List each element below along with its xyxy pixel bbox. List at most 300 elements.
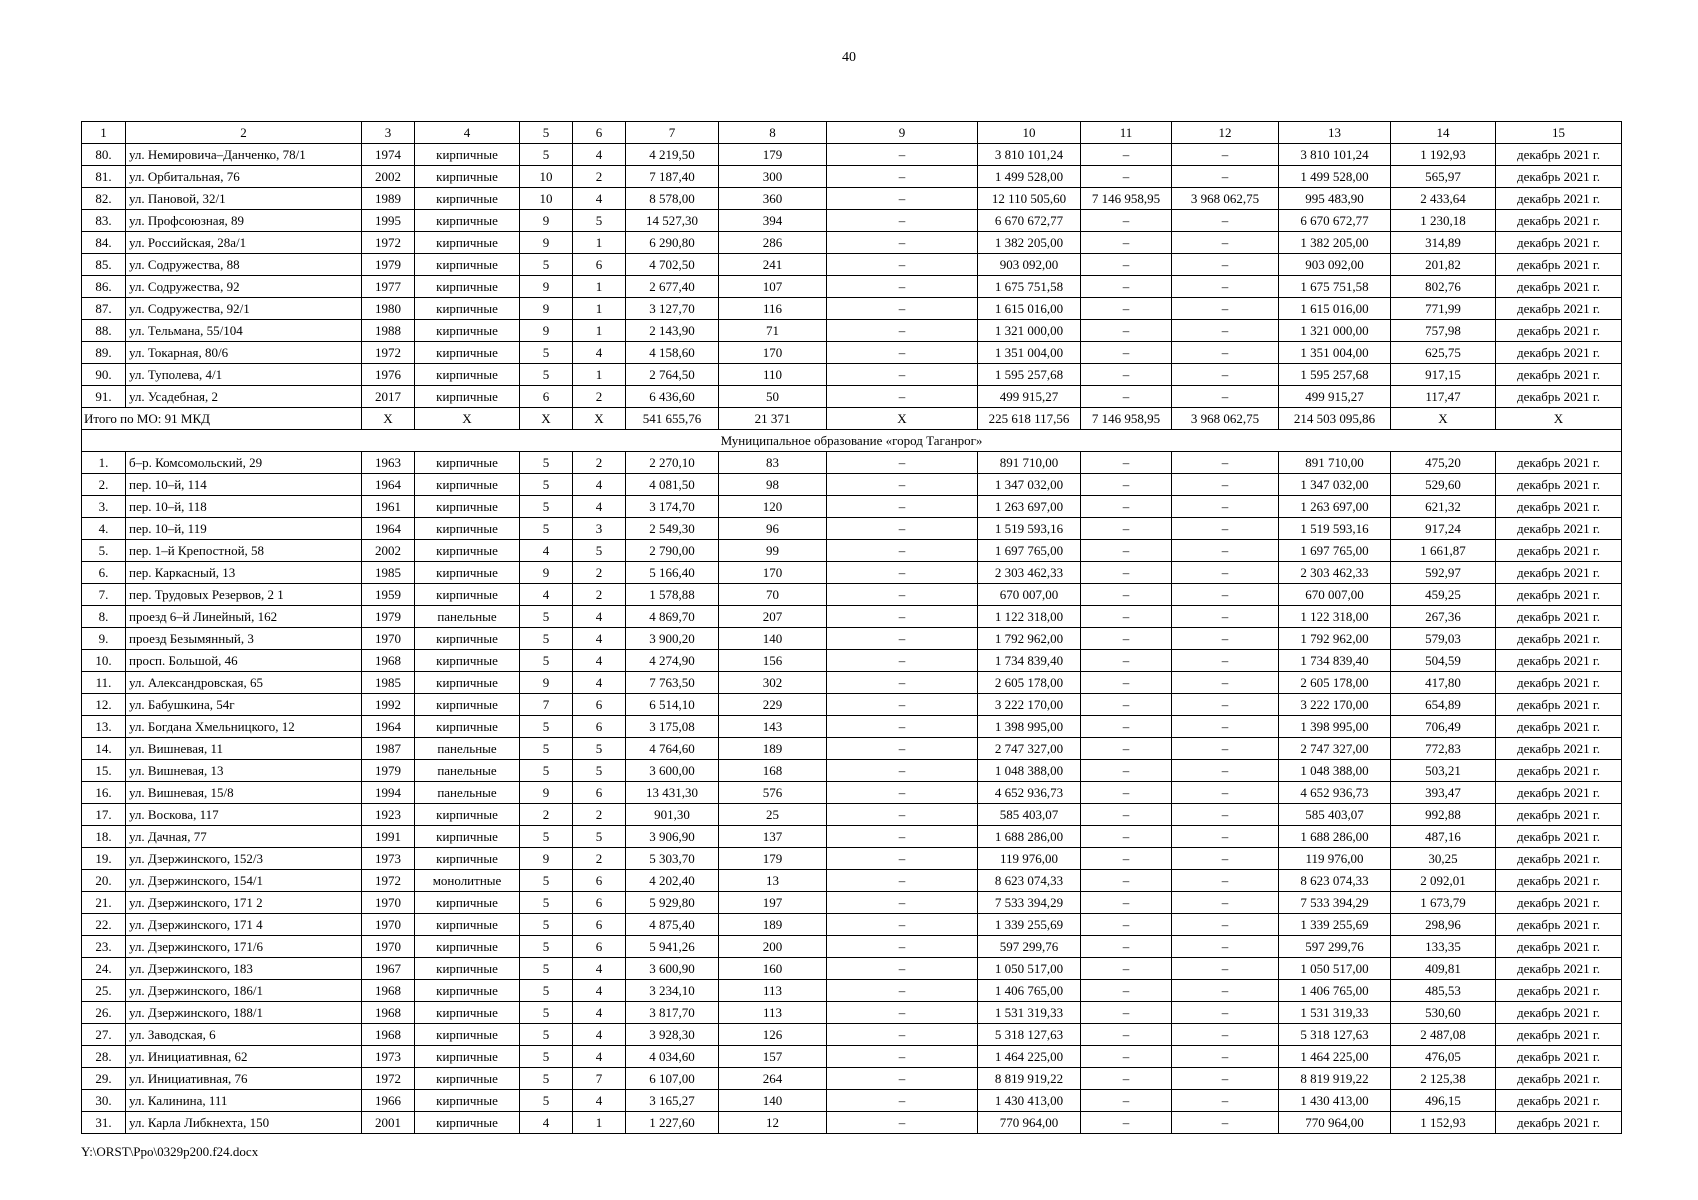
table-cell: декабрь 2021 г.	[1496, 870, 1622, 892]
table-cell: кирпичные	[415, 342, 520, 364]
table-cell: кирпичные	[415, 914, 520, 936]
table-cell: 1995	[362, 210, 415, 232]
table-cell: –	[827, 892, 978, 914]
table-cell: 5	[520, 892, 573, 914]
table-cell: 592,97	[1391, 562, 1496, 584]
table-cell: ул. Бабушкина, 54г	[126, 694, 362, 716]
table-cell: 3 817,70	[626, 1002, 719, 1024]
table-cell: 5 318 127,63	[1279, 1024, 1391, 1046]
table-cell: 4	[573, 1046, 626, 1068]
table-cell: 5 929,80	[626, 892, 719, 914]
table-cell: ул. Профсоюзная, 89	[126, 210, 362, 232]
table-cell: 4	[573, 474, 626, 496]
table-row	[82, 276, 1622, 298]
table-cell: 10	[520, 188, 573, 210]
table-row	[82, 1046, 1622, 1068]
column-header: 15	[1496, 122, 1622, 144]
table-row	[82, 540, 1622, 562]
total-cell: 3 968 062,75	[1172, 408, 1279, 430]
table-cell: 5	[520, 1046, 573, 1068]
table-cell: 157	[719, 1046, 827, 1068]
table-cell: –	[1172, 650, 1279, 672]
table-cell: 565,97	[1391, 166, 1496, 188]
table-cell: 23.	[82, 936, 126, 958]
table-cell: 802,76	[1391, 276, 1496, 298]
table-cell: 3	[573, 518, 626, 540]
table-cell: 2 747 327,00	[978, 738, 1081, 760]
table-cell: 3 174,70	[626, 496, 719, 518]
table-cell: 576	[719, 782, 827, 804]
table-cell: 4 652 936,73	[978, 782, 1081, 804]
table-cell: ул. Дзержинского, 154/1	[126, 870, 362, 892]
table-cell: 1970	[362, 936, 415, 958]
table-cell: 98	[719, 474, 827, 496]
housing-table-container	[81, 121, 1621, 1134]
table-cell: 298,96	[1391, 914, 1496, 936]
table-row	[82, 848, 1622, 870]
table-cell: 3 900,20	[626, 628, 719, 650]
table-cell: 5	[520, 364, 573, 386]
table-cell: –	[1081, 650, 1172, 672]
table-cell: –	[1172, 892, 1279, 914]
table-cell: пер. 10–й, 119	[126, 518, 362, 540]
table-cell: 116	[719, 298, 827, 320]
table-cell: 393,47	[1391, 782, 1496, 804]
table-cell: –	[827, 672, 978, 694]
table-cell: 2	[573, 848, 626, 870]
table-cell: 1985	[362, 562, 415, 584]
table-cell: 4	[573, 496, 626, 518]
table-cell: –	[827, 716, 978, 738]
table-cell: –	[1172, 1090, 1279, 1112]
table-cell: 6	[573, 936, 626, 958]
table-cell: 117,47	[1391, 386, 1496, 408]
table-cell: декабрь 2021 г.	[1496, 562, 1622, 584]
table-cell: –	[827, 1112, 978, 1134]
table-cell: 2 605 178,00	[1279, 672, 1391, 694]
table-cell: 2 747 327,00	[1279, 738, 1391, 760]
page-number: 40	[842, 50, 856, 65]
table-cell: 1 227,60	[626, 1112, 719, 1134]
table-cell: –	[1081, 276, 1172, 298]
table-cell: –	[1081, 804, 1172, 826]
column-header: 6	[573, 122, 626, 144]
column-header: 2	[126, 122, 362, 144]
table-cell: 5	[520, 980, 573, 1002]
table-cell: 903 092,00	[978, 254, 1081, 276]
table-cell: 1972	[362, 232, 415, 254]
table-cell: 1966	[362, 1090, 415, 1112]
total-cell: X	[362, 408, 415, 430]
table-cell: 1970	[362, 628, 415, 650]
table-cell: 302	[719, 672, 827, 694]
table-cell: 8 623 074,33	[1279, 870, 1391, 892]
table-cell: 1968	[362, 1024, 415, 1046]
table-cell: 1970	[362, 914, 415, 936]
table-cell: 496,15	[1391, 1090, 1496, 1112]
table-cell: 2 677,40	[626, 276, 719, 298]
table-cell: 475,20	[1391, 452, 1496, 474]
table-cell: 1 531 319,33	[978, 1002, 1081, 1024]
table-cell: пер. 10–й, 114	[126, 474, 362, 496]
table-row	[82, 716, 1622, 738]
table-cell: 12.	[82, 694, 126, 716]
table-cell: 3 906,90	[626, 826, 719, 848]
table-cell: –	[1081, 386, 1172, 408]
table-cell: 771,99	[1391, 298, 1496, 320]
table-cell: 86.	[82, 276, 126, 298]
table-cell: 31.	[82, 1112, 126, 1134]
table-cell: 891 710,00	[1279, 452, 1391, 474]
table-cell: –	[827, 452, 978, 474]
table-row	[82, 386, 1622, 408]
table-cell: 5	[520, 958, 573, 980]
table-row	[82, 584, 1622, 606]
table-cell: декабрь 2021 г.	[1496, 1024, 1622, 1046]
table-cell: пер. 1–й Крепостной, 58	[126, 540, 362, 562]
table-cell: декабрь 2021 г.	[1496, 782, 1622, 804]
table-cell: 6 670 672,77	[1279, 210, 1391, 232]
total-cell: X	[1496, 408, 1622, 430]
table-cell: 4 158,60	[626, 342, 719, 364]
table-cell: –	[827, 496, 978, 518]
table-cell: –	[1081, 1002, 1172, 1024]
table-cell: –	[1172, 210, 1279, 232]
table-cell: 5	[520, 518, 573, 540]
table-cell: 625,75	[1391, 342, 1496, 364]
table-cell: –	[827, 650, 978, 672]
table-cell: 1 499 528,00	[1279, 166, 1391, 188]
table-cell: 96	[719, 518, 827, 540]
table-cell: декабрь 2021 г.	[1496, 1002, 1622, 1024]
table-cell: –	[1081, 892, 1172, 914]
table-cell: 50	[719, 386, 827, 408]
table-cell: 8 623 074,33	[978, 870, 1081, 892]
table-cell: 1 048 388,00	[978, 760, 1081, 782]
table-cell: 1991	[362, 826, 415, 848]
table-cell: 1 688 286,00	[978, 826, 1081, 848]
table-cell: –	[1081, 694, 1172, 716]
table-cell: декабрь 2021 г.	[1496, 760, 1622, 782]
table-row	[82, 826, 1622, 848]
total-cell: X	[520, 408, 573, 430]
table-cell: –	[827, 980, 978, 1002]
table-cell: –	[1081, 320, 1172, 342]
table-cell: –	[1172, 496, 1279, 518]
table-row	[82, 144, 1622, 166]
table-cell: –	[1081, 672, 1172, 694]
table-cell: 1 230,18	[1391, 210, 1496, 232]
table-cell: кирпичные	[415, 276, 520, 298]
table-cell: 1 382 205,00	[978, 232, 1081, 254]
table-cell: 9	[520, 298, 573, 320]
table-cell: кирпичные	[415, 980, 520, 1002]
table-cell: 917,24	[1391, 518, 1496, 540]
table-cell: –	[827, 1068, 978, 1090]
table-cell: 2002	[362, 540, 415, 562]
table-cell: 1 122 318,00	[1279, 606, 1391, 628]
table-cell: –	[1172, 1112, 1279, 1134]
table-cell: 772,83	[1391, 738, 1496, 760]
table-cell: 1968	[362, 980, 415, 1002]
table-cell: 5	[520, 914, 573, 936]
table-cell: 4	[573, 342, 626, 364]
table-cell: 5 941,26	[626, 936, 719, 958]
table-cell: 1	[573, 1112, 626, 1134]
table-cell: 5	[573, 826, 626, 848]
table-cell: –	[1172, 474, 1279, 496]
table-cell: –	[1172, 342, 1279, 364]
table-cell: 2 790,00	[626, 540, 719, 562]
table-cell: –	[1081, 848, 1172, 870]
table-cell: кирпичные	[415, 694, 520, 716]
table-cell: –	[827, 232, 978, 254]
column-header: 5	[520, 122, 573, 144]
table-cell: 201,82	[1391, 254, 1496, 276]
table-cell: 6	[520, 386, 573, 408]
table-cell: 12	[719, 1112, 827, 1134]
table-cell: 7 146 958,95	[1081, 188, 1172, 210]
table-cell: ул. Содружества, 92/1	[126, 298, 362, 320]
table-cell: кирпичные	[415, 892, 520, 914]
table-cell: 1 263 697,00	[1279, 496, 1391, 518]
table-cell: –	[1172, 782, 1279, 804]
table-cell: декабрь 2021 г.	[1496, 386, 1622, 408]
table-cell: 5	[520, 650, 573, 672]
table-cell: 1 430 413,00	[978, 1090, 1081, 1112]
table-cell: 133,35	[1391, 936, 1496, 958]
table-cell: 5	[520, 606, 573, 628]
table-row	[82, 342, 1622, 364]
table-cell: –	[827, 254, 978, 276]
table-cell: 1961	[362, 496, 415, 518]
table-cell: кирпичные	[415, 364, 520, 386]
table-cell: декабрь 2021 г.	[1496, 1068, 1622, 1090]
table-cell: –	[1172, 276, 1279, 298]
table-cell: 1968	[362, 650, 415, 672]
table-cell: декабрь 2021 г.	[1496, 342, 1622, 364]
table-cell: кирпичные	[415, 254, 520, 276]
table-cell: 9	[520, 276, 573, 298]
table-cell: 9	[520, 320, 573, 342]
table-cell: 585 403,07	[978, 804, 1081, 826]
table-cell: –	[827, 1024, 978, 1046]
table-cell: кирпичные	[415, 716, 520, 738]
table-cell: 24.	[82, 958, 126, 980]
column-header: 8	[719, 122, 827, 144]
table-cell: 1979	[362, 254, 415, 276]
table-cell: 3 222 170,00	[1279, 694, 1391, 716]
table-cell: 597 299,76	[978, 936, 1081, 958]
table-row	[82, 210, 1622, 232]
table-cell: 170	[719, 342, 827, 364]
table-cell: 5	[520, 1068, 573, 1090]
table-cell: 140	[719, 628, 827, 650]
table-cell: кирпичные	[415, 386, 520, 408]
total-cell: 214 503 095,86	[1279, 408, 1391, 430]
column-header: 9	[827, 122, 978, 144]
table-row	[82, 694, 1622, 716]
table-cell: 3 968 062,75	[1172, 188, 1279, 210]
table-cell: –	[1172, 1002, 1279, 1024]
table-cell: декабрь 2021 г.	[1496, 716, 1622, 738]
table-cell: 1 192,93	[1391, 144, 1496, 166]
table-cell: 1 688 286,00	[1279, 826, 1391, 848]
table-row	[82, 320, 1622, 342]
table-cell: кирпичные	[415, 496, 520, 518]
table-cell: –	[1081, 606, 1172, 628]
table-row	[82, 1068, 1622, 1090]
table-cell: 4	[520, 584, 573, 606]
table-cell: 2 303 462,33	[1279, 562, 1391, 584]
table-cell: 1.	[82, 452, 126, 474]
table-cell: 6	[573, 694, 626, 716]
table-row	[82, 232, 1622, 254]
table-cell: декабрь 2021 г.	[1496, 892, 1622, 914]
table-row	[82, 166, 1622, 188]
table-cell: 4	[573, 1090, 626, 1112]
table-cell: –	[827, 628, 978, 650]
table-cell: –	[1081, 452, 1172, 474]
table-cell: декабрь 2021 г.	[1496, 254, 1622, 276]
table-cell: 2	[520, 804, 573, 826]
table-cell: 207	[719, 606, 827, 628]
table-cell: –	[1172, 628, 1279, 650]
table-cell: кирпичные	[415, 540, 520, 562]
table-cell: –	[1081, 980, 1172, 1002]
table-cell: 1959	[362, 584, 415, 606]
table-cell: 4	[573, 672, 626, 694]
table-cell: –	[827, 320, 978, 342]
table-cell: 5	[520, 1090, 573, 1112]
table-cell: ул. Дзержинского, 171/6	[126, 936, 362, 958]
table-cell: 26.	[82, 1002, 126, 1024]
table-cell: –	[827, 342, 978, 364]
table-cell: 6	[573, 254, 626, 276]
table-cell: 706,49	[1391, 716, 1496, 738]
table-cell: –	[1081, 716, 1172, 738]
table-row	[82, 738, 1622, 760]
table-cell: декабрь 2021 г.	[1496, 650, 1622, 672]
table-cell: ул. Пановой, 32/1	[126, 188, 362, 210]
table-row	[82, 958, 1622, 980]
table-cell: 197	[719, 892, 827, 914]
table-cell: 2 303 462,33	[978, 562, 1081, 584]
table-cell: ул. Дзержинского, 171 2	[126, 892, 362, 914]
table-cell: декабрь 2021 г.	[1496, 826, 1622, 848]
table-cell: 530,60	[1391, 1002, 1496, 1024]
table-cell: 168	[719, 760, 827, 782]
table-cell: –	[1172, 958, 1279, 980]
table-cell: 119 976,00	[978, 848, 1081, 870]
column-header: 11	[1081, 122, 1172, 144]
table-cell: 4	[520, 540, 573, 562]
table-cell: –	[1081, 826, 1172, 848]
table-cell: 6 290,80	[626, 232, 719, 254]
table-cell: 84.	[82, 232, 126, 254]
table-cell: 14 527,30	[626, 210, 719, 232]
table-cell: 499 915,27	[978, 386, 1081, 408]
table-cell: 1987	[362, 738, 415, 760]
table-cell: 3 127,70	[626, 298, 719, 320]
table-cell: ул. Российская, 28а/1	[126, 232, 362, 254]
table-cell: 5	[520, 254, 573, 276]
table-cell: 770 964,00	[1279, 1112, 1391, 1134]
table-cell: –	[827, 188, 978, 210]
table-cell: –	[1081, 782, 1172, 804]
table-cell: –	[1081, 342, 1172, 364]
table-cell: 4	[573, 188, 626, 210]
table-cell: 1	[573, 320, 626, 342]
table-cell: 120	[719, 496, 827, 518]
table-cell: 597 299,76	[1279, 936, 1391, 958]
table-cell: 5	[520, 1002, 573, 1024]
table-cell: 4	[573, 628, 626, 650]
table-cell: кирпичные	[415, 628, 520, 650]
table-cell: 1 339 255,69	[978, 914, 1081, 936]
table-cell: 16.	[82, 782, 126, 804]
table-cell: 1 697 765,00	[978, 540, 1081, 562]
table-cell: 1964	[362, 518, 415, 540]
table-cell: –	[827, 298, 978, 320]
table-cell: 487,16	[1391, 826, 1496, 848]
table-cell: 5	[573, 760, 626, 782]
table-cell: 241	[719, 254, 827, 276]
table-cell: –	[1081, 364, 1172, 386]
table-cell: ул. Дзержинского, 171 4	[126, 914, 362, 936]
table-cell: ул. Токарная, 80/6	[126, 342, 362, 364]
table-cell: 1 675 751,58	[1279, 276, 1391, 298]
column-header: 4	[415, 122, 520, 144]
table-cell: декабрь 2021 г.	[1496, 958, 1622, 980]
table-cell: 1 347 032,00	[1279, 474, 1391, 496]
table-cell: 4.	[82, 518, 126, 540]
table-cell: 529,60	[1391, 474, 1496, 496]
table-cell: 2	[573, 562, 626, 584]
table-cell: декабрь 2021 г.	[1496, 606, 1622, 628]
table-cell: ул. Вишневая, 15/8	[126, 782, 362, 804]
table-cell: –	[827, 166, 978, 188]
table-cell: 6.	[82, 562, 126, 584]
table-cell: декабрь 2021 г.	[1496, 1090, 1622, 1112]
table-cell: 189	[719, 914, 827, 936]
table-cell: 1 263 697,00	[978, 496, 1081, 518]
table-row	[82, 782, 1622, 804]
table-cell: 2 764,50	[626, 364, 719, 386]
table-row	[82, 364, 1622, 386]
table-row	[82, 760, 1622, 782]
table-body	[82, 122, 1622, 1134]
table-cell: декабрь 2021 г.	[1496, 188, 1622, 210]
table-cell: декабрь 2021 г.	[1496, 738, 1622, 760]
table-cell: 5	[520, 760, 573, 782]
table-cell: –	[827, 1002, 978, 1024]
table-cell: –	[1172, 1046, 1279, 1068]
table-cell: 394	[719, 210, 827, 232]
table-cell: 9	[520, 848, 573, 870]
table-cell: –	[1081, 1046, 1172, 1068]
table-cell: декабрь 2021 г.	[1496, 848, 1622, 870]
table-cell: 5	[520, 716, 573, 738]
table-cell: просп. Большой, 46	[126, 650, 362, 672]
table-row	[82, 914, 1622, 936]
section-title: Муниципальное образование «город Таганрог»	[82, 430, 1622, 452]
housing-table	[81, 121, 1622, 1134]
table-cell: –	[827, 958, 978, 980]
table-cell: ул. Дачная, 77	[126, 826, 362, 848]
table-cell: 4 875,40	[626, 914, 719, 936]
table-cell: 264	[719, 1068, 827, 1090]
